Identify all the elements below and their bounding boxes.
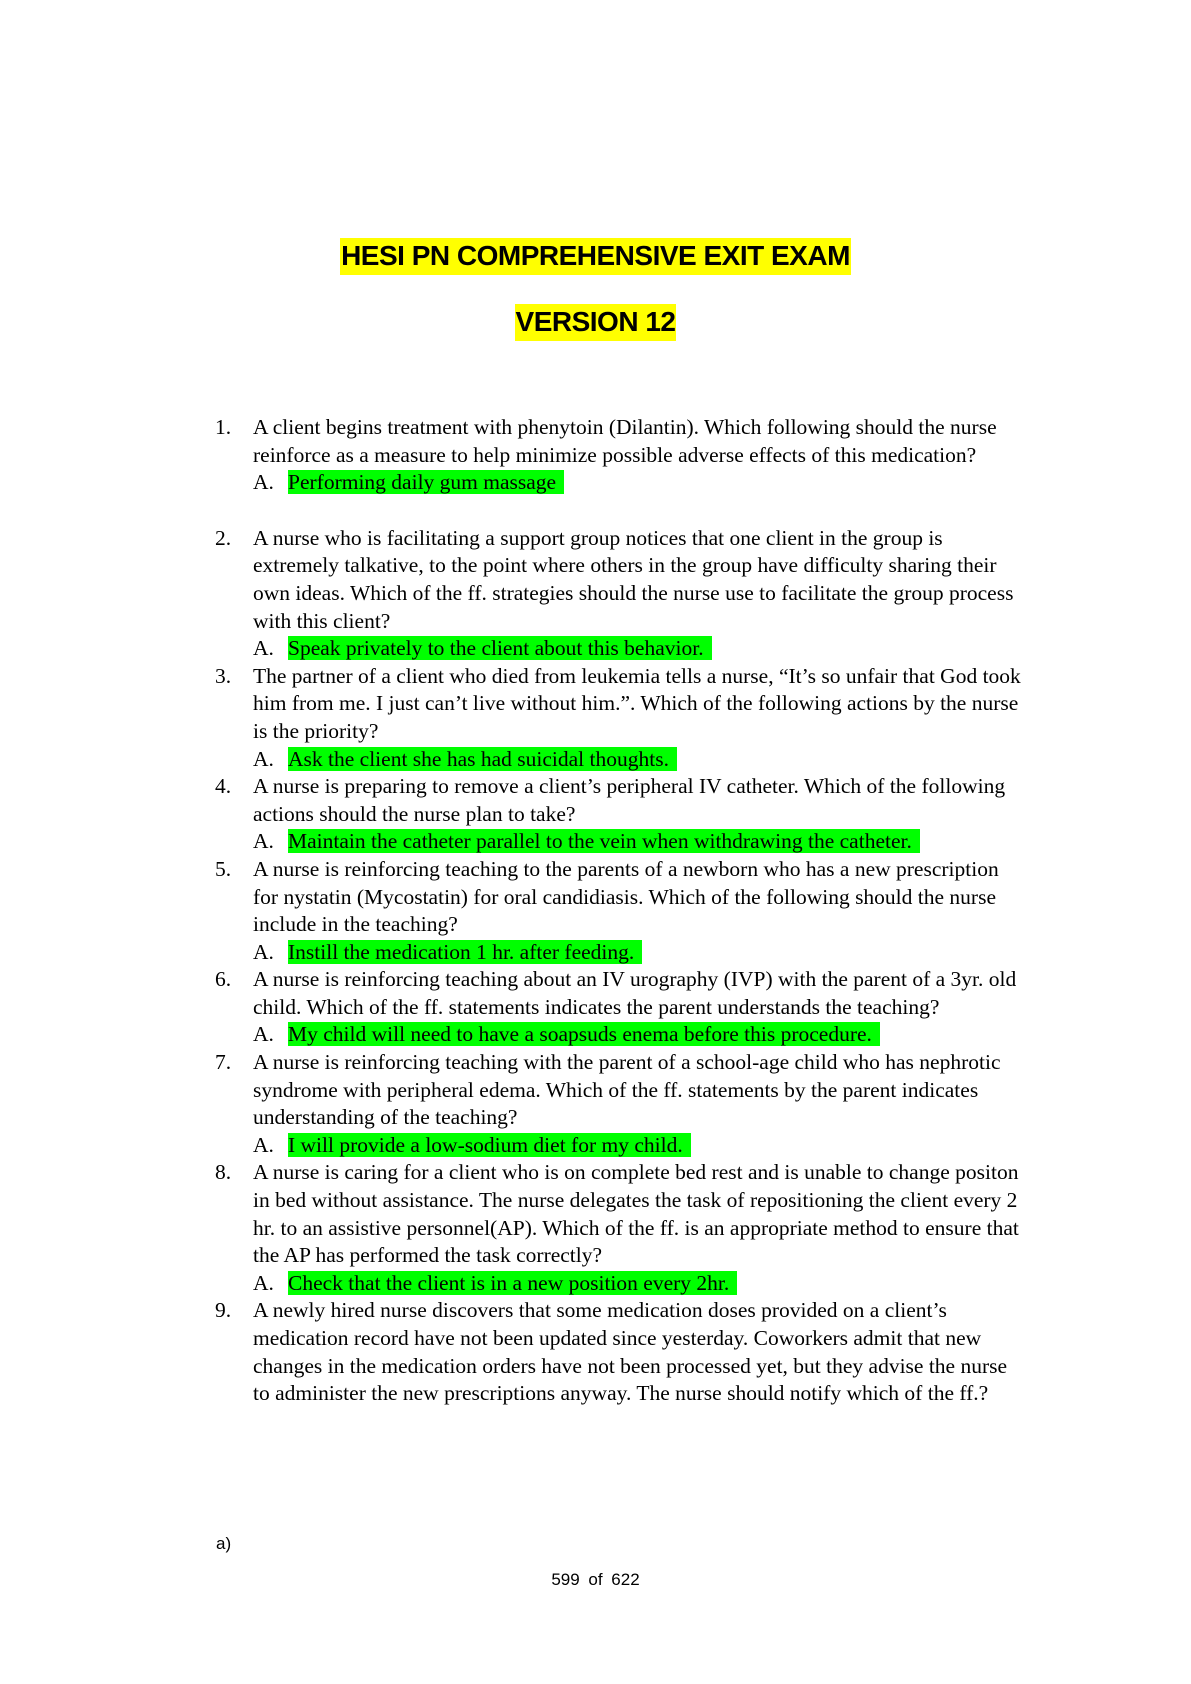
answer-line (253, 828, 1025, 856)
question-text: A newly hired nurse discovers that some medication doses provided on a client’s medication record have not been updated since yesterday. Coworkers admit that new changes in the medication orders have not been processed yet, but they advise the nurse to administer the new prescriptions anyway. The nurse should notify which of the ff.? (253, 1298, 1008, 1406)
option-label: a) (216, 1534, 232, 1553)
answer-letter: A. (253, 829, 274, 854)
question-text: The partner of a client who died from leukemia tells a nurse, “It’s so unfair that God took him from me. I just can’t live without him.”. Which of the following actions by the nurse is the priority? (253, 663, 1021, 743)
question-number: 4. (215, 774, 232, 799)
question-number: 6. (215, 967, 232, 992)
question-item (0, 966, 1025, 1049)
question-text: A nurse who is facilitating a support group notices that one client in the group is extremely talkative, to the point where others in the group have difficulty sharing their own ideas. Which of the ff. strategies should the nurse use to facilitate the group process with this client? (253, 525, 1014, 633)
exam-title (0, 237, 1191, 275)
page-number: 599 of 622 (551, 1570, 640, 1589)
exam-version (0, 303, 1191, 341)
answer-letter: A. (253, 470, 274, 495)
question-list (0, 414, 1191, 1408)
answer-highlight: Instill the medication 1 hr. after feeding. (288, 940, 642, 964)
answer-line (253, 1021, 1025, 1049)
answer-highlight: Speak privately to the client about this behavior. (288, 636, 712, 660)
question-text: A nurse is preparing to remove a client’s peripheral IV catheter. Which of the following actions should the nurse plan to take? (253, 774, 1006, 826)
answer-highlight: Ask the client she has had suicidal thoughts. (288, 747, 677, 771)
answer-letter: A. (253, 1132, 274, 1157)
answer-highlight: I will provide a low-sodium diet for my child. (288, 1133, 691, 1157)
question-item (0, 773, 1025, 856)
answer-line (253, 939, 1025, 967)
answer-line (253, 1132, 1025, 1160)
question-number: 8. (215, 1160, 232, 1185)
question-number: 3. (215, 663, 232, 688)
answer-letter: A. (253, 1022, 274, 1047)
question-number: 1. (215, 415, 232, 439)
answer-line (253, 635, 1025, 663)
answer-letter: A. (253, 939, 274, 964)
answer-line (253, 746, 1025, 774)
question-item (0, 414, 1025, 497)
answer-highlight: Performing daily gum massage (288, 470, 564, 494)
question-number: 9. (215, 1298, 232, 1323)
question-item (0, 525, 1025, 663)
question-text: A client begins treatment with phenytoin (Dilantin). Which following should the nurse reinforce as a measure to help minimize possible adverse effects of this medication? (253, 415, 997, 467)
question-item (0, 856, 1025, 966)
answer-highlight: Maintain the catheter parallel to the vein when withdrawing the catheter. (288, 829, 920, 853)
question-item (0, 1159, 1025, 1297)
question-item (0, 1049, 1025, 1159)
exam-version-text: VERSION 12 (515, 304, 677, 341)
question-number: 5. (215, 856, 232, 881)
question-text: A nurse is reinforcing teaching to the parents of a newborn who has a new prescription for nystatin (Mycostatin) for oral candidiasis. Which of the following should the nurse include in the teaching? (253, 856, 999, 937)
answer-line (253, 1270, 1025, 1298)
question-number: 7. (215, 1050, 232, 1075)
exam-title-text: HESI PN COMPREHENSIVE EXIT EXAM (340, 238, 851, 275)
answer-highlight: Check that the client is in a new position every 2hr. (288, 1271, 737, 1295)
question-text: A nurse is reinforcing teaching about an IV urography (IVP) with the parent of a 3yr. old child. Which of the ff. statements indicates the parent understands the teaching? (253, 967, 1017, 1019)
question-number: 2. (215, 525, 232, 550)
answer-highlight: My child will need to have a soapsuds enema before this procedure. (288, 1022, 880, 1046)
question-text: A nurse is caring for a client who is on complete bed rest and is unable to change positon in bed without assistance. The nurse delegates the task of repositioning the client every 2 hr. to an assistive personnel(AP). Which of the ff. is an appropriate method to ensure that the AP has performed the task correctly? (253, 1160, 1019, 1268)
answer-letter: A. (253, 746, 274, 771)
question-item (0, 1297, 1025, 1407)
question-item (0, 663, 1025, 773)
answer-letter: A. (253, 636, 274, 661)
answer-line (253, 469, 1025, 497)
question-text: A nurse is reinforcing teaching with the parent of a school-age child who has nephrotic syndrome with peripheral edema. Which of the ff. statements by the parent indicates understanding of the teaching? (253, 1050, 1001, 1130)
answer-letter: A. (253, 1270, 274, 1295)
